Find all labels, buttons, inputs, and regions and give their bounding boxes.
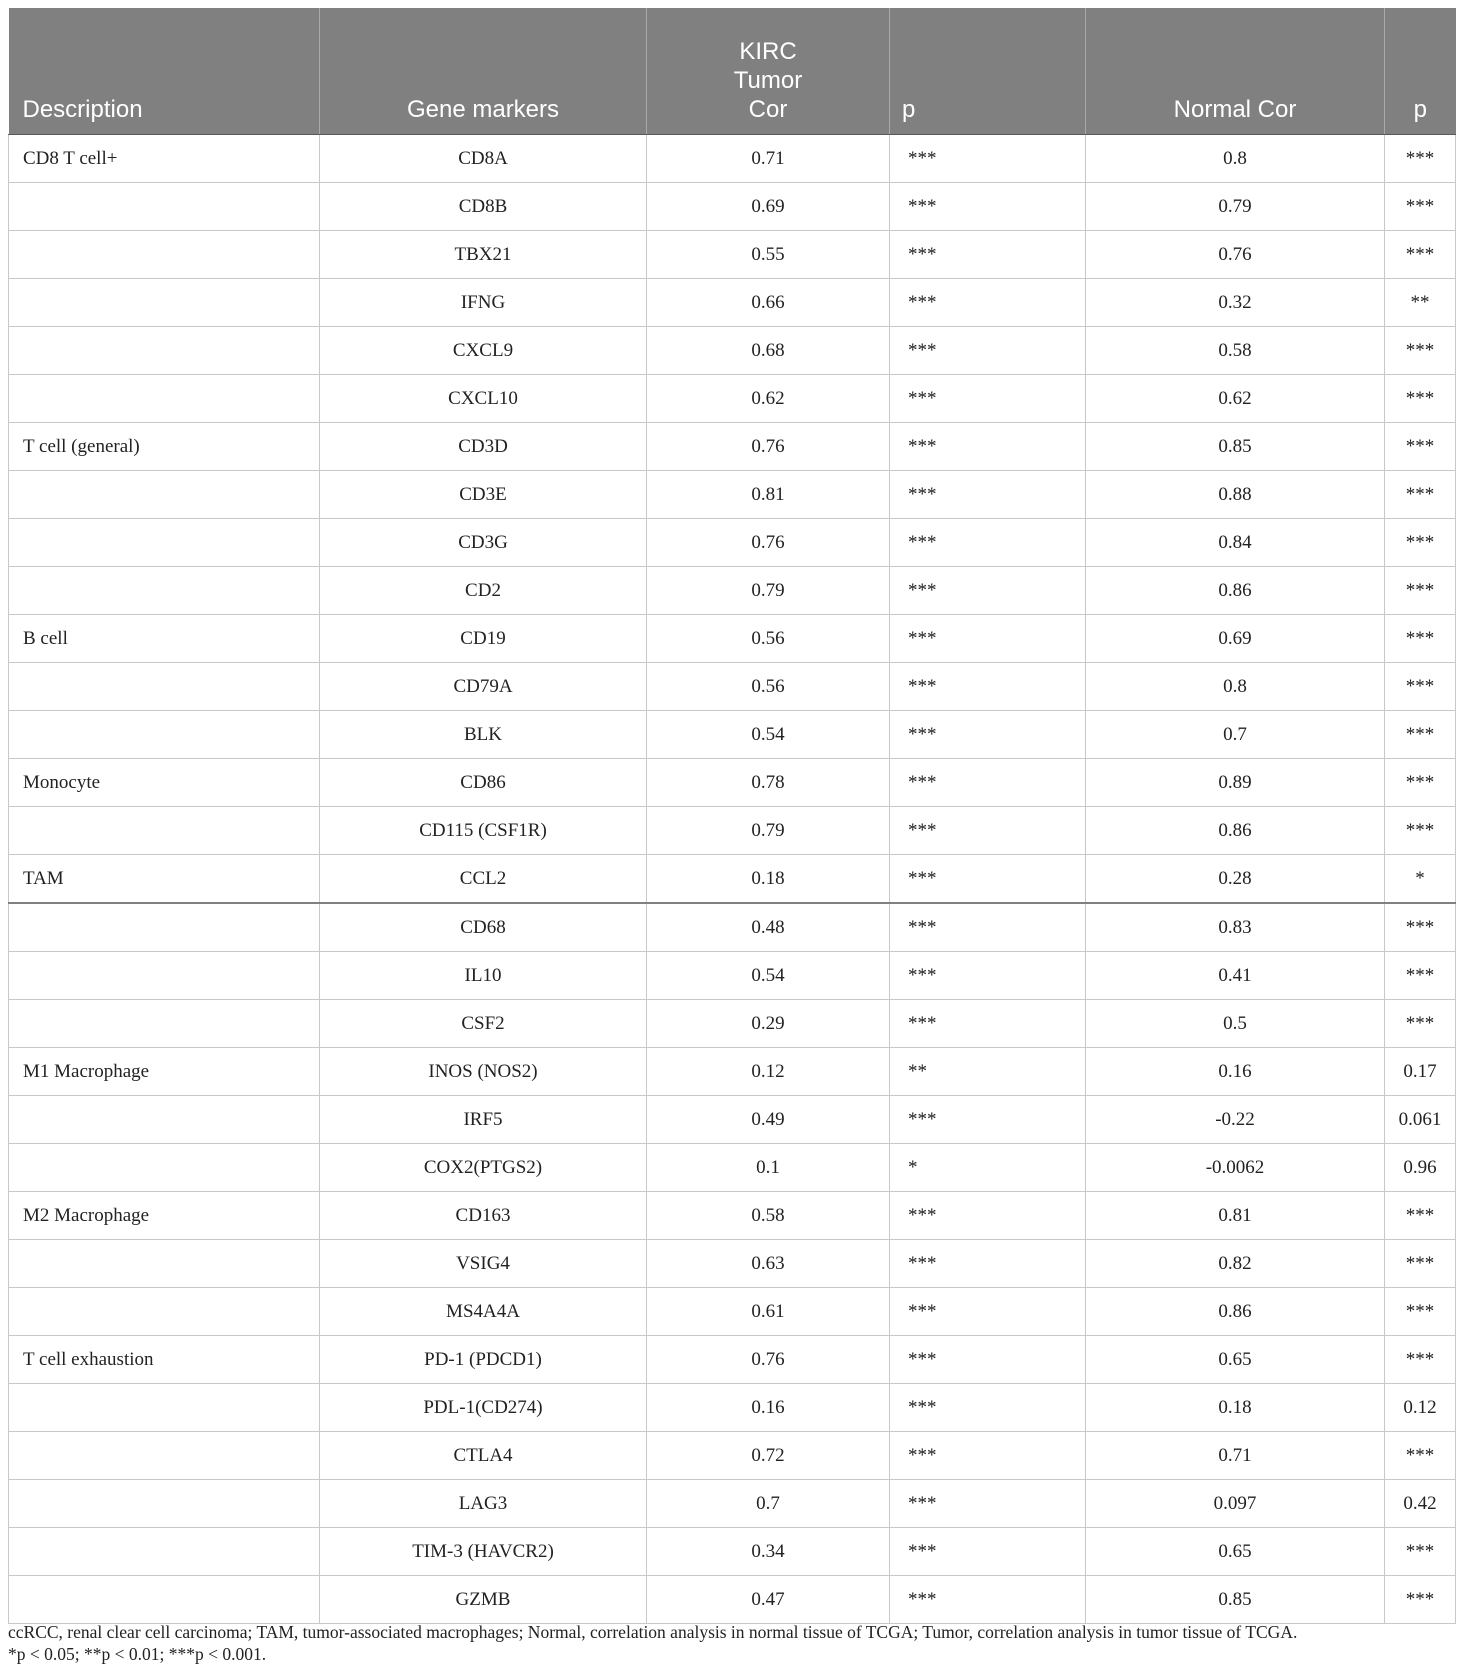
normal-cor-cell: 0.097 (1086, 1480, 1385, 1528)
tumor-p-cell: *** (890, 327, 1086, 375)
description-cell (9, 1384, 320, 1432)
tumor-cor-cell: 0.81 (647, 471, 890, 519)
gene-marker-cell: CXCL10 (320, 375, 647, 423)
normal-p-cell: ** (1385, 279, 1456, 327)
gene-marker-cell: CD8B (320, 183, 647, 231)
table-header (9, 8, 1456, 135)
gene-marker-cell: TBX21 (320, 231, 647, 279)
header-tumor-p: p (890, 8, 1086, 135)
gene-marker-cell: CTLA4 (320, 1432, 647, 1480)
description-cell (9, 231, 320, 279)
tumor-p-cell: *** (890, 423, 1086, 471)
table-body (9, 135, 1456, 1624)
header-normal-p: p (1385, 8, 1456, 135)
tumor-cor-cell: 0.76 (647, 423, 890, 471)
table-row (9, 135, 1456, 183)
gene-marker-cell: BLK (320, 711, 647, 759)
tumor-cor-cell: 0.56 (647, 615, 890, 663)
normal-p-cell: *** (1385, 759, 1456, 807)
tumor-p-cell: *** (890, 1576, 1086, 1624)
table-row (9, 1288, 1456, 1336)
tumor-p-cell: *** (890, 1192, 1086, 1240)
normal-p-cell: *** (1385, 471, 1456, 519)
normal-p-cell: *** (1385, 1192, 1456, 1240)
normal-cor-cell: 0.86 (1086, 567, 1385, 615)
table-container (8, 8, 1455, 1624)
gene-marker-cell: GZMB (320, 1576, 647, 1624)
tumor-p-cell: *** (890, 231, 1086, 279)
normal-cor-cell: 0.7 (1086, 711, 1385, 759)
normal-cor-cell: 0.8 (1086, 135, 1385, 183)
normal-cor-cell: 0.86 (1086, 807, 1385, 855)
tumor-p-cell: *** (890, 183, 1086, 231)
table-row (9, 183, 1456, 231)
table-row (9, 807, 1456, 855)
tumor-cor-cell: 0.16 (647, 1384, 890, 1432)
gene-marker-cell: CD68 (320, 903, 647, 952)
table-row (9, 1336, 1456, 1384)
description-cell (9, 1576, 320, 1624)
normal-cor-cell: 0.62 (1086, 375, 1385, 423)
tumor-cor-cell: 0.58 (647, 1192, 890, 1240)
gene-marker-cell: IL10 (320, 952, 647, 1000)
description-cell (9, 903, 320, 952)
table-row (9, 663, 1456, 711)
table-row (9, 615, 1456, 663)
normal-p-cell: *** (1385, 663, 1456, 711)
tumor-p-cell: *** (890, 1384, 1086, 1432)
table-row (9, 1576, 1456, 1624)
normal-p-cell: 0.12 (1385, 1384, 1456, 1432)
normal-cor-cell: 0.65 (1086, 1336, 1385, 1384)
tumor-cor-cell: 0.76 (647, 1336, 890, 1384)
normal-cor-cell: 0.85 (1086, 1576, 1385, 1624)
normal-p-cell: 0.061 (1385, 1096, 1456, 1144)
normal-cor-cell: 0.58 (1086, 327, 1385, 375)
description-cell: Monocyte (9, 759, 320, 807)
normal-p-cell: *** (1385, 1576, 1456, 1624)
tumor-cor-cell: 0.12 (647, 1048, 890, 1096)
normal-cor-cell: 0.84 (1086, 519, 1385, 567)
table-row (9, 759, 1456, 807)
table-row (9, 952, 1456, 1000)
tumor-p-cell: *** (890, 1432, 1086, 1480)
tumor-cor-cell: 0.61 (647, 1288, 890, 1336)
gene-marker-cell: LAG3 (320, 1480, 647, 1528)
normal-cor-cell: 0.69 (1086, 615, 1385, 663)
tumor-cor-cell: 0.55 (647, 231, 890, 279)
header-description: Description (9, 8, 320, 135)
gene-marker-cell: PD-1 (PDCD1) (320, 1336, 647, 1384)
table-row (9, 375, 1456, 423)
tumor-cor-cell: 0.47 (647, 1576, 890, 1624)
description-cell (9, 327, 320, 375)
gene-marker-cell: CD79A (320, 663, 647, 711)
description-cell: M1 Macrophage (9, 1048, 320, 1096)
tumor-cor-cell: 0.76 (647, 519, 890, 567)
normal-cor-cell: 0.16 (1086, 1048, 1385, 1096)
normal-p-cell: 0.96 (1385, 1144, 1456, 1192)
table-row (9, 855, 1456, 904)
tumor-p-cell: *** (890, 279, 1086, 327)
tumor-cor-cell: 0.68 (647, 327, 890, 375)
table-row (9, 1192, 1456, 1240)
tumor-p-cell: *** (890, 471, 1086, 519)
gene-marker-cell: CD3E (320, 471, 647, 519)
description-cell (9, 807, 320, 855)
normal-p-cell: *** (1385, 711, 1456, 759)
normal-p-cell: 0.42 (1385, 1480, 1456, 1528)
normal-p-cell: *** (1385, 135, 1456, 183)
description-cell (9, 1144, 320, 1192)
tumor-cor-cell: 0.54 (647, 711, 890, 759)
gene-marker-cell: MS4A4A (320, 1288, 647, 1336)
tumor-cor-cell: 0.66 (647, 279, 890, 327)
tumor-p-cell: *** (890, 519, 1086, 567)
tumor-cor-cell: 0.7 (647, 1480, 890, 1528)
description-cell (9, 1480, 320, 1528)
normal-cor-cell: 0.88 (1086, 471, 1385, 519)
tumor-cor-cell: 0.72 (647, 1432, 890, 1480)
gene-marker-cell: VSIG4 (320, 1240, 647, 1288)
normal-cor-cell: 0.82 (1086, 1240, 1385, 1288)
tumor-cor-cell: 0.1 (647, 1144, 890, 1192)
tumor-cor-cell: 0.49 (647, 1096, 890, 1144)
table-footnote (8, 1621, 1455, 1665)
description-cell (9, 1528, 320, 1576)
tumor-cor-cell: 0.69 (647, 183, 890, 231)
tumor-cor-cell: 0.63 (647, 1240, 890, 1288)
gene-marker-cell: PDL-1(CD274) (320, 1384, 647, 1432)
normal-cor-cell: 0.81 (1086, 1192, 1385, 1240)
normal-p-cell: *** (1385, 1288, 1456, 1336)
normal-cor-cell: 0.28 (1086, 855, 1385, 904)
table-row (9, 1096, 1456, 1144)
footnote-abbreviations: ccRCC, renal clear cell carcinoma; TAM, tumor-associated macrophages; Normal, correlation analysis in normal tissue of TCGA; Tumor, correlation analysis in tumor tissue of TCGA. (8, 1622, 1298, 1642)
tumor-p-cell: *** (890, 807, 1086, 855)
table-row (9, 519, 1456, 567)
tumor-p-cell: *** (890, 663, 1086, 711)
normal-p-cell: *** (1385, 231, 1456, 279)
tumor-p-cell: *** (890, 903, 1086, 952)
description-cell: T cell (general) (9, 423, 320, 471)
tumor-cor-cell: 0.79 (647, 567, 890, 615)
table-row (9, 1528, 1456, 1576)
description-cell (9, 1096, 320, 1144)
description-cell (9, 567, 320, 615)
normal-cor-cell: 0.5 (1086, 1000, 1385, 1048)
description-cell: T cell exhaustion (9, 1336, 320, 1384)
normal-p-cell: *** (1385, 807, 1456, 855)
normal-cor-cell: 0.86 (1086, 1288, 1385, 1336)
normal-p-cell: *** (1385, 615, 1456, 663)
tumor-cor-cell: 0.78 (647, 759, 890, 807)
tumor-cor-cell: 0.56 (647, 663, 890, 711)
table-row (9, 231, 1456, 279)
normal-cor-cell: 0.79 (1086, 183, 1385, 231)
tumor-cor-cell: 0.71 (647, 135, 890, 183)
gene-marker-cell: CSF2 (320, 1000, 647, 1048)
tumor-p-cell: *** (890, 135, 1086, 183)
gene-marker-cell: COX2(PTGS2) (320, 1144, 647, 1192)
gene-marker-cell: CCL2 (320, 855, 647, 904)
description-cell (9, 1432, 320, 1480)
normal-p-cell: *** (1385, 183, 1456, 231)
description-cell (9, 1288, 320, 1336)
normal-p-cell: *** (1385, 1432, 1456, 1480)
tumor-cor-cell: 0.29 (647, 1000, 890, 1048)
tumor-cor-cell: 0.18 (647, 855, 890, 904)
gene-marker-cell: CD8A (320, 135, 647, 183)
normal-cor-cell: -0.0062 (1086, 1144, 1385, 1192)
description-cell: B cell (9, 615, 320, 663)
normal-p-cell: *** (1385, 952, 1456, 1000)
table-row (9, 1240, 1456, 1288)
normal-p-cell: 0.17 (1385, 1048, 1456, 1096)
tumor-p-cell: *** (890, 1480, 1086, 1528)
footnote-significance: *p < 0.05; **p < 0.01; ***p < 0.001. (8, 1644, 267, 1664)
gene-marker-cell: IRF5 (320, 1096, 647, 1144)
normal-cor-cell: 0.76 (1086, 231, 1385, 279)
table-row (9, 1048, 1456, 1096)
table-row (9, 327, 1456, 375)
description-cell (9, 952, 320, 1000)
tumor-cor-cell: 0.62 (647, 375, 890, 423)
header-gene-markers: Gene markers (320, 8, 647, 135)
gene-marker-cell: CD115 (CSF1R) (320, 807, 647, 855)
description-cell (9, 183, 320, 231)
normal-p-cell: * (1385, 855, 1456, 904)
normal-cor-cell: 0.8 (1086, 663, 1385, 711)
normal-cor-cell: 0.32 (1086, 279, 1385, 327)
description-cell (9, 471, 320, 519)
normal-p-cell: *** (1385, 375, 1456, 423)
tumor-p-cell: *** (890, 375, 1086, 423)
description-cell (9, 1240, 320, 1288)
normal-cor-cell: 0.41 (1086, 952, 1385, 1000)
table-row (9, 1384, 1456, 1432)
table-row (9, 903, 1456, 952)
normal-cor-cell: 0.89 (1086, 759, 1385, 807)
gene-marker-cell: CD2 (320, 567, 647, 615)
tumor-p-cell: *** (890, 615, 1086, 663)
table-row (9, 1432, 1456, 1480)
tumor-p-cell: *** (890, 1336, 1086, 1384)
tumor-p-cell: * (890, 1144, 1086, 1192)
gene-marker-cell: TIM-3 (HAVCR2) (320, 1528, 647, 1576)
normal-cor-cell: 0.65 (1086, 1528, 1385, 1576)
table-row (9, 1480, 1456, 1528)
description-cell (9, 711, 320, 759)
normal-cor-cell: 0.83 (1086, 903, 1385, 952)
header-normal-cor: Normal Cor (1086, 8, 1385, 135)
tumor-cor-cell: 0.34 (647, 1528, 890, 1576)
normal-cor-cell: 0.18 (1086, 1384, 1385, 1432)
tumor-p-cell: *** (890, 1240, 1086, 1288)
normal-cor-cell: 0.71 (1086, 1432, 1385, 1480)
tumor-p-cell: *** (890, 952, 1086, 1000)
tumor-p-cell: *** (890, 1000, 1086, 1048)
description-cell (9, 519, 320, 567)
gene-marker-cell: IFNG (320, 279, 647, 327)
table-row (9, 1144, 1456, 1192)
header-row (9, 8, 1456, 135)
description-cell: TAM (9, 855, 320, 904)
gene-marker-cell: CXCL9 (320, 327, 647, 375)
tumor-p-cell: *** (890, 1528, 1086, 1576)
normal-cor-cell: 0.85 (1086, 423, 1385, 471)
normal-cor-cell: -0.22 (1086, 1096, 1385, 1144)
table-row (9, 471, 1456, 519)
normal-p-cell: *** (1385, 327, 1456, 375)
gene-marker-cell: CD86 (320, 759, 647, 807)
description-cell (9, 279, 320, 327)
header-tumor-cor: KIRC Tumor Cor (647, 8, 890, 135)
normal-p-cell: *** (1385, 1000, 1456, 1048)
tumor-p-cell: *** (890, 1288, 1086, 1336)
tumor-p-cell: *** (890, 711, 1086, 759)
normal-p-cell: *** (1385, 519, 1456, 567)
description-cell: M2 Macrophage (9, 1192, 320, 1240)
description-cell (9, 663, 320, 711)
gene-marker-cell: INOS (NOS2) (320, 1048, 647, 1096)
table-row (9, 1000, 1456, 1048)
normal-p-cell: *** (1385, 1240, 1456, 1288)
normal-p-cell: *** (1385, 567, 1456, 615)
table-row (9, 567, 1456, 615)
gene-marker-cell: CD3D (320, 423, 647, 471)
normal-p-cell: *** (1385, 423, 1456, 471)
normal-p-cell: *** (1385, 903, 1456, 952)
description-cell (9, 375, 320, 423)
tumor-p-cell: *** (890, 567, 1086, 615)
tumor-p-cell: ** (890, 1048, 1086, 1096)
gene-marker-cell: CD163 (320, 1192, 647, 1240)
table-row (9, 711, 1456, 759)
tumor-cor-cell: 0.54 (647, 952, 890, 1000)
description-cell (9, 1000, 320, 1048)
tumor-cor-cell: 0.79 (647, 807, 890, 855)
table-row (9, 423, 1456, 471)
normal-p-cell: *** (1385, 1336, 1456, 1384)
tumor-p-cell: *** (890, 855, 1086, 904)
correlation-table (8, 8, 1456, 1624)
description-cell: CD8 T cell+ (9, 135, 320, 183)
tumor-p-cell: *** (890, 1096, 1086, 1144)
gene-marker-cell: CD3G (320, 519, 647, 567)
tumor-cor-cell: 0.48 (647, 903, 890, 952)
table-row (9, 279, 1456, 327)
gene-marker-cell: CD19 (320, 615, 647, 663)
tumor-p-cell: *** (890, 759, 1086, 807)
normal-p-cell: *** (1385, 1528, 1456, 1576)
